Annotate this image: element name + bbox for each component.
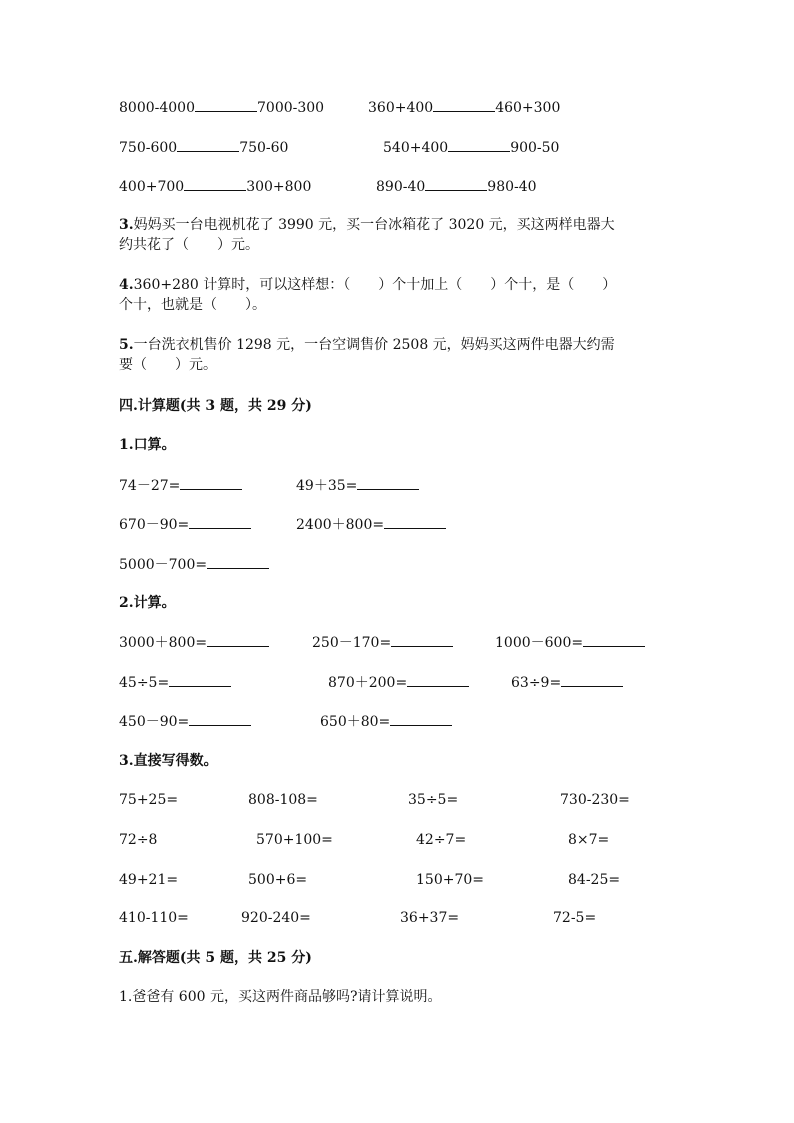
answer-blank[interactable] — [448, 137, 510, 152]
answer-blank[interactable] — [189, 711, 251, 726]
expr: 980-40 — [487, 179, 537, 195]
answer-blank[interactable] — [433, 97, 495, 112]
direct-7: 42÷7= — [416, 832, 467, 848]
answer-blank[interactable] — [169, 672, 231, 687]
oral-calc-2 — [296, 475, 419, 496]
compare-row-3-left — [119, 176, 311, 197]
oral-calc-3 — [119, 514, 251, 535]
direct-15: 36+37= — [400, 910, 460, 926]
fill-question-5 — [119, 335, 679, 375]
expr: 670－90= — [119, 517, 190, 533]
expr: 45÷5= — [119, 675, 170, 691]
expr: 1000－600= — [495, 635, 584, 651]
question-text: 一台洗衣机售价 1298 元，一台空调售价 2508 元，妈妈买这两件电器大约需 — [133, 337, 615, 353]
answer-blank[interactable] — [425, 176, 487, 191]
direct-5: 72÷8 — [119, 832, 158, 848]
question-number: 5. — [119, 337, 134, 353]
direct-4: 730-230= — [560, 792, 630, 808]
question-text: 360+280 计算时，可以这样想：（ ）个十加上（ ）个十，是（ ） — [133, 277, 617, 293]
calc-7 — [119, 711, 251, 732]
calc-2 — [312, 632, 453, 653]
oral-calc-5 — [119, 554, 269, 575]
question-text: 要（ ）元。 — [119, 357, 217, 373]
q1-title: 1.口算。 — [119, 437, 176, 453]
expr: 3000＋800= — [119, 635, 208, 651]
answer-question-1: 1.爸爸有 600 元，买这两件商品够吗?请计算说明。 — [119, 989, 442, 1005]
expr: 360+400 — [368, 100, 434, 116]
fill-question-3 — [119, 215, 679, 255]
direct-1: 75+25= — [119, 792, 179, 808]
direct-12: 84-25= — [568, 872, 621, 888]
answer-blank[interactable] — [407, 672, 469, 687]
expr: 750-600 — [119, 140, 178, 156]
expr: 900-50 — [510, 140, 560, 156]
oral-calc-4 — [296, 514, 446, 535]
expr: 650＋80= — [320, 714, 391, 730]
expr: 450－90= — [119, 714, 190, 730]
answer-blank[interactable] — [180, 475, 242, 490]
expr: 63÷9= — [511, 675, 562, 691]
answer-blank[interactable] — [195, 97, 257, 112]
calc-6 — [511, 672, 623, 693]
answer-blank[interactable] — [184, 176, 246, 191]
direct-14: 920-240= — [241, 910, 311, 926]
calc-8 — [320, 711, 452, 732]
direct-6: 570+100= — [256, 832, 333, 848]
expr: 7000-300 — [257, 100, 325, 116]
answer-blank[interactable] — [390, 711, 452, 726]
expr: 74－27= — [119, 478, 181, 494]
expr: 400+700 — [119, 179, 185, 195]
direct-3: 35÷5= — [408, 792, 459, 808]
section-4-title: 四.计算题(共 3 题，共 29 分) — [119, 398, 312, 414]
compare-row-2-right — [383, 137, 559, 158]
direct-2: 808-108= — [248, 792, 318, 808]
compare-row-3-right — [376, 176, 537, 197]
direct-11: 150+70= — [416, 872, 484, 888]
expr: 300+800 — [246, 179, 312, 195]
calc-1 — [119, 632, 269, 653]
expr: 2400＋800= — [296, 517, 385, 533]
direct-13: 410-110= — [119, 910, 189, 926]
fill-question-4 — [119, 275, 679, 315]
expr: 5000－700= — [119, 557, 208, 573]
expr: 540+400 — [383, 140, 449, 156]
q2-title: 2.计算。 — [119, 595, 176, 611]
expr: 460+300 — [495, 100, 561, 116]
answer-blank[interactable] — [391, 632, 453, 647]
compare-row-1-right — [368, 97, 560, 118]
expr: 49＋35= — [296, 478, 358, 494]
answer-blank[interactable] — [583, 632, 645, 647]
calc-5 — [328, 672, 469, 693]
expr: 750-60 — [239, 140, 289, 156]
direct-9: 49+21= — [119, 872, 179, 888]
answer-blank[interactable] — [357, 475, 419, 490]
oral-calc-1 — [119, 475, 242, 496]
compare-row-1-left — [119, 97, 324, 118]
question-text: 个十，也就是（ ）。 — [119, 297, 266, 313]
answer-blank[interactable] — [384, 514, 446, 529]
answer-blank[interactable] — [207, 554, 269, 569]
direct-10: 500+6= — [248, 872, 308, 888]
calc-3 — [495, 632, 645, 653]
section-5-title: 五.解答题(共 5 题，共 25 分) — [119, 950, 312, 966]
expr: 890-40 — [376, 179, 426, 195]
compare-row-2-left — [119, 137, 288, 158]
answer-blank[interactable] — [189, 514, 251, 529]
question-text: 约共花了（ ）元。 — [119, 237, 259, 253]
answer-blank[interactable] — [207, 632, 269, 647]
answer-blank[interactable] — [561, 672, 623, 687]
expr: 250－170= — [312, 635, 392, 651]
calc-4 — [119, 672, 231, 693]
q3-title: 3.直接写得数。 — [119, 753, 218, 769]
question-number: 4. — [119, 277, 134, 293]
expr: 8000-4000 — [119, 100, 195, 116]
question-text: 妈妈买一台电视机花了 3990 元，买一台冰箱花了 3020 元，买这两样电器大 — [133, 217, 615, 233]
question-number: 3. — [119, 217, 134, 233]
direct-8: 8×7= — [568, 832, 610, 848]
expr: 870＋200= — [328, 675, 408, 691]
direct-16: 72-5= — [553, 910, 597, 926]
answer-blank[interactable] — [177, 137, 239, 152]
